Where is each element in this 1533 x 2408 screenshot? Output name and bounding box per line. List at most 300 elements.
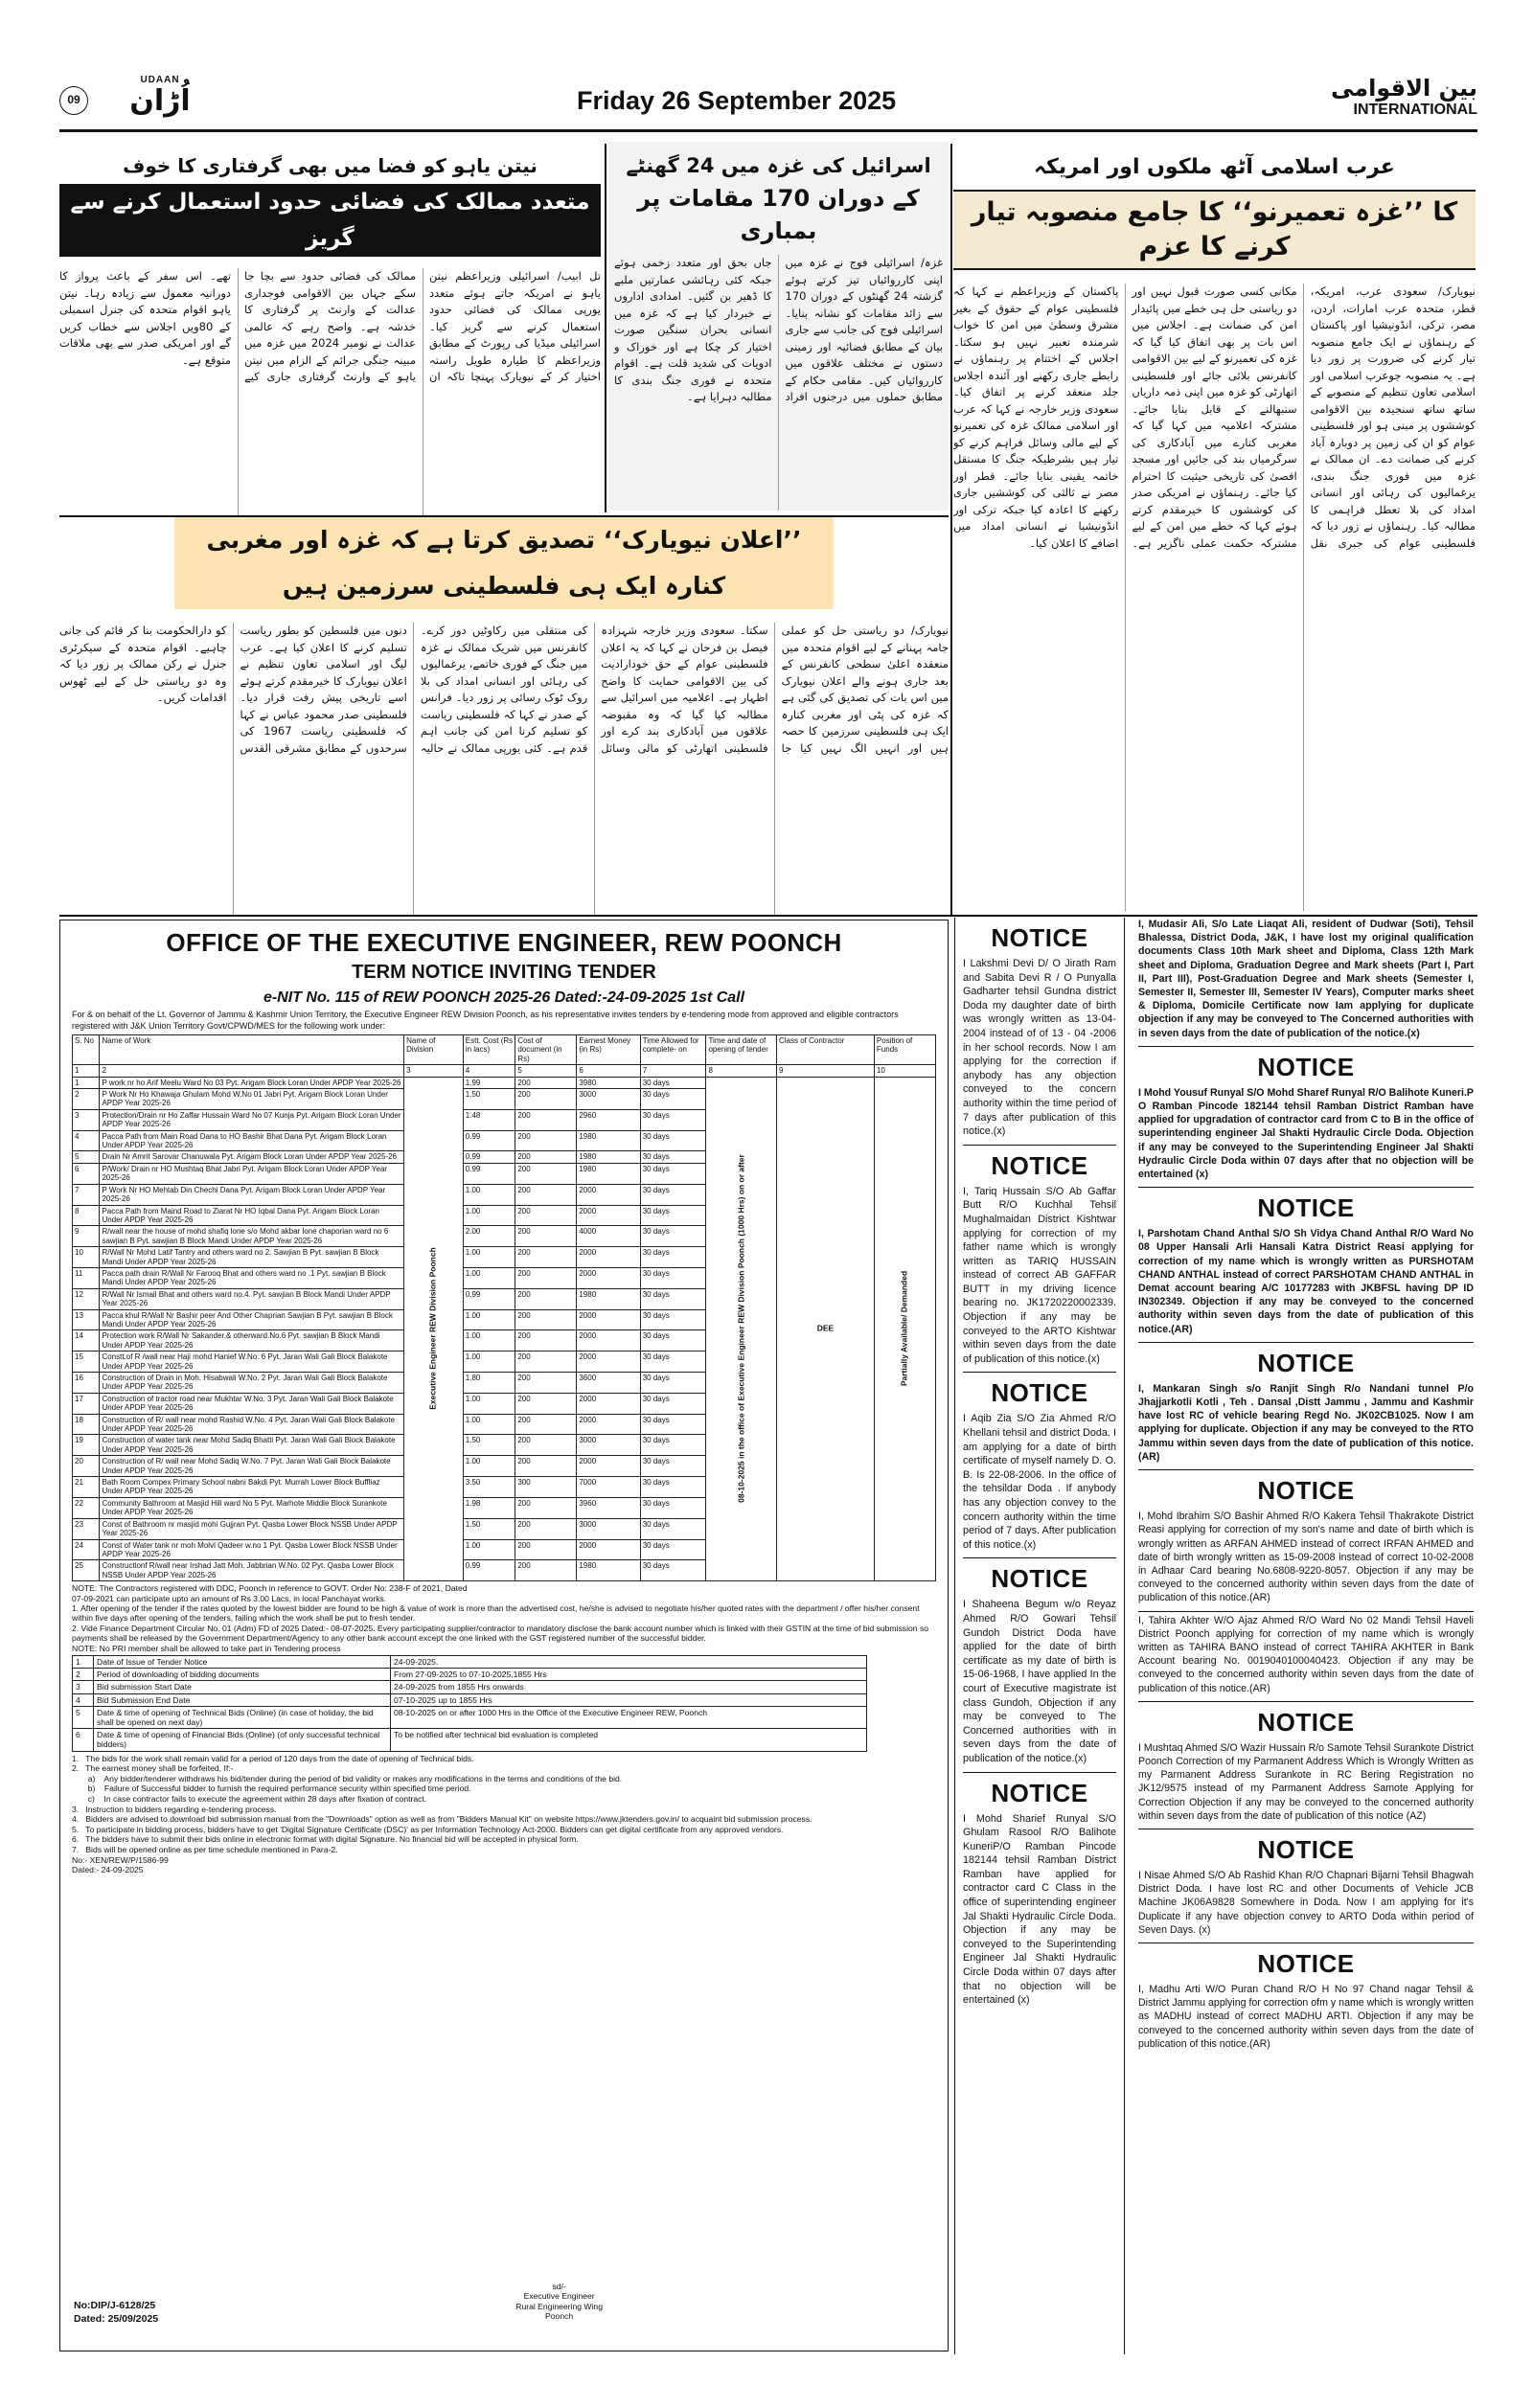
cell-time-allowed: 30 days [640, 1089, 706, 1110]
notice-text: I Mohd Sharief Runyal S/O Ghulam Rasool R/O Balihote KuneriP/O Ramban Pincode 182144 tehsil Ramban District Ramban have applied for contractor card C Class in the office of superintending engineer Jal Shakti Hydraulic Circle Doda. Objection if any may be conveyed to the Superintending Engineer Jal Shakti Hydraulic Circle Doda within 07 days after that no objection will be entertained (x) [963, 1812, 1116, 2007]
notice-heading: NOTICE [991, 1564, 1088, 1594]
cell-earnest-money: 3000 [577, 1435, 640, 1456]
cell-time-allowed: 30 days [640, 1373, 706, 1394]
cell-funds-text: Partially Available/ Demanded [899, 1271, 909, 1387]
notice-item [1138, 1193, 1474, 1343]
cell-work-name: Const of Bathroom nr masjid mohi Gujjran Pyt. Qasba Lower Block NSSB Under APDP Year 2025-26 [100, 1518, 404, 1539]
schedule-cell: 6 [73, 1729, 94, 1751]
notice-text: I Shaheena Begum w/o Reyaz Ahmed R/O Gowari Tehsil Gundoh District Doda have applied for the date of birth certificate as my date of birth is 15-06-1968, I have applied In the court of Executive magistrate ist class Gundoh, Objection if any may be conveyed to The Concerned authorities with in seven days from the date of publication of the notice.(x) [963, 1599, 1116, 1764]
cell-opening-text: 08-10-2025 in the office of Executive Engineer REW Division Poonch (1000 Hrs) on or after [736, 1154, 746, 1504]
cell-estimated-cost: 1.00 [463, 1539, 515, 1560]
cell-division [404, 1077, 464, 1581]
tender-intro: For & on behalf of the Lt. Governor of Jammu & Kashmir Union Territory, the Executive Engineer REW Division Poonch, as his representative invites tenders by e-tendering mode from approved and eligible contractors registered with J&K Union Territory Govt/CPWD/MES for the following work under: [72, 1010, 899, 1031]
cell-time-allowed: 30 days [640, 1477, 706, 1498]
cell-work-name: Construction of R/ wall near Mohd Sadiq W.No. 7 Pyt. Jaran Wali Gali Block Balakote Under APDP Year 2025-26 [100, 1456, 404, 1477]
cell-sno: 3 [73, 1109, 100, 1130]
cell-work-name: Const of Water tank nr moh Molvi Qadeer w.no 1 Pyt. Qasba Lower Block NSSB Under APDP Year 2025-26 [100, 1539, 404, 1560]
cell-earnest-money: 2000 [577, 1539, 640, 1560]
section-latin: INTERNATIONAL [1353, 102, 1477, 118]
notice-item [1138, 1476, 1474, 1611]
article-gaza-bombing [608, 142, 949, 511]
schedule-cell: Date of Issue of Tender Notice [94, 1655, 391, 1668]
cell-earnest-money: 2000 [577, 1309, 640, 1330]
table-row [73, 1077, 936, 1088]
notice-text: I Nisae Ahmed S/O Ab Rashid Khan R/O Chapnari Bijarni Tehsil Bhagwah District Doda. I have lost RC and other Documents of Vehicle JCB Machine JK06A9828 Somewhere in Doda. Now I am applying for it's Duplicate if any have objection convey to ARTO Doda within period of Seven Days. (x) [1138, 1869, 1474, 1936]
notice-text: I Lakshmi Devi D/ O Jirath Ram and Sabita Devi R / O Punyalla Gadharter tehsil Gundna district Doda my daughter date of birth was wrongly written as 13-04-2004 instead of of 13 - 04 -2006 in her school records. Now I am applying for the correction if anybody has any objection conveyed to the concern authority within the time period of 7 days after publication of this notice.(x) [963, 958, 1116, 1138]
cell-estimated-cost: 1.50 [463, 1518, 515, 1539]
schedule-cell: From 27-09-2025 to 07-10-2025,1855 Hrs [391, 1669, 867, 1681]
cell-document-cost: 200 [515, 1352, 577, 1373]
cell-sno: 2 [73, 1089, 100, 1110]
notices-column-wide [1134, 918, 1477, 2354]
cell-document-cost: 200 [515, 1414, 577, 1435]
cell-earnest-money: 7000 [577, 1477, 640, 1498]
cell-time-allowed: 30 days [640, 1288, 706, 1309]
works-table-body [73, 1077, 936, 1581]
cell-estimated-cost: 1.00 [463, 1393, 515, 1414]
cell-earnest-money: 3960 [577, 1497, 640, 1518]
cell-time-allowed: 30 days [640, 1330, 706, 1352]
cell-sno: 20 [73, 1456, 100, 1477]
table-column-number: 1 [73, 1065, 100, 1077]
cell-document-cost: 200 [515, 1109, 577, 1130]
signature-line: Poonch [545, 2311, 574, 2322]
cell-document-cost: 200 [515, 1089, 577, 1110]
article-headline: کا ’’غزہ تعمیرنو‘‘ کا جامع منصوبہ تیار کرنے کا عزم [953, 190, 1476, 270]
tender-office: OFFICE OF THE EXECUTIVE ENGINEER, REW POONCH [166, 928, 842, 957]
cell-document-cost: 200 [515, 1539, 577, 1560]
cell-earnest-money: 2000 [577, 1267, 640, 1288]
cell-document-cost: 200 [515, 1247, 577, 1268]
article-kicker: عرب اسلامی آٹھ ملکوں اور امریکہ [1034, 155, 1395, 179]
notice-item [1138, 1708, 1474, 1829]
cell-estimated-cost: 1.98 [463, 1497, 515, 1518]
cell-document-cost: 200 [515, 1267, 577, 1288]
cell-estimated-cost: 0.99 [463, 1560, 515, 1581]
cell-document-cost: 200 [515, 1130, 577, 1151]
table-column-number: 3 [404, 1065, 464, 1077]
tender-note-line: 07-09-2021 can participate upto an amount of Rs 3.00 Lacs, in local Panchayat works. [72, 1593, 387, 1603]
cell-document-cost: 300 [515, 1477, 577, 1498]
cell-time-allowed: 30 days [640, 1518, 706, 1539]
cell-estimated-cost: 2.00 [463, 1226, 515, 1247]
cell-time-allowed: 30 days [640, 1393, 706, 1414]
cell-earnest-money: 1980 [577, 1288, 640, 1309]
tender-title: TERM NOTICE INVITING TENDER [352, 962, 656, 983]
article-headline: ’’اعلان نیویارک‘‘ تصدیق کرتا ہے کہ غزہ اور مغربی کنارہ ایک ہی فلسطینی سرزمین ہیں [174, 517, 834, 609]
table-column-number: 6 [577, 1065, 640, 1077]
schedule-cell: Bid Submission End Date [94, 1693, 391, 1706]
cell-time-allowed: 30 days [640, 1226, 706, 1247]
cell-sno: 11 [73, 1267, 100, 1288]
cell-time-allowed: 30 days [640, 1151, 706, 1163]
cell-time-allowed: 30 days [640, 1109, 706, 1130]
notice-item [963, 1151, 1116, 1374]
cell-earnest-money: 2960 [577, 1109, 640, 1130]
cell-sno: 21 [73, 1477, 100, 1498]
notices-column-narrow [954, 918, 1125, 2354]
table-column-header: Class of Contractor [776, 1035, 874, 1065]
table-header-row [73, 1035, 936, 1065]
cell-time-allowed: 30 days [640, 1247, 706, 1268]
cell-earnest-money: 2000 [577, 1414, 640, 1435]
cell-sno: 19 [73, 1435, 100, 1456]
signature-line: Rural Engineering Wing [515, 2301, 603, 2311]
notice-text: I, Tariq Hussain S/O Ab Gaffar Butt R/O Kuchhal Tehsil Mughalmaidan District Kishtwar applying for correction of my father name which is wrongly written as TARIQ HUSSAIN instead of correct AB GAFFAR BUTT in my driving licence bearing no. JK1720220002339. Objection if any may be conveyed to the ARTO Kishtwar within seven days from the date of publication of this notice.(x) [963, 1185, 1116, 1365]
notice-item [963, 1779, 1116, 2013]
cell-estimated-cost: 1.00 [463, 1352, 515, 1373]
article-body: نیویارک/ دو ریاستی حل کو عملی جامہ پہنانے کے لیے اقوام متحدہ میں منعقدہ اعلیٰ سطحی کانفرنس کے بعد جاری ہونے والے اعلان نیویارک میں اس بات کی تصدیق کی گئی ہے کہ غزہ کی پٹی اور مغربی کنارہ ایک ہی فلسطینی سرزمین کا حصہ ہیں اور انہیں الگ نہیں کیا جا سکتا۔ سعودی وزیر خارجہ شہزادہ فیصل بن فرحان نے کہا کہ یہ اعلان فلسطینی عوام کے حق خودارادیت کی بین الاقوامی حمایت کا واضح اظہار ہے۔ اعلامیہ میں اسرائیل سے مطالبہ کیا گیا کہ وہ مقبوضہ علاقوں میں آبادکاری بند کرے اور فلسطینی اتھارٹی کو مالی وسائل کی منتقلی میں رکاوٹیں دور کرے۔ کانفرنس میں شریک ممالک نے غزہ میں جنگ کے فوری خاتمے، یرغمالیوں کی رہائی اور انسانی امداد کی بلا روک ٹوک رسائی پر زور دیا۔ فرانس کے صدر نے کہا کہ فلسطینی ریاست کو تسلیم کرنا امن کی جانب اہم قدم ہے۔ کئی یورپی ممالک نے حالیہ دنوں میں فلسطین کو بطور ریاست تسلیم کرنے کا اعلان کیا ہے۔ عرب لیگ اور اسلامی تعاون تنظیم نے اعلان نیویارک کا خیرمقدم کرتے ہوئے اسے تاریخی پیش رفت قرار دیا۔ فلسطینی صدر محمود عباس نے کہا کہ فلسطینی ریاست 1967 کی سرحدوں کے مطابق مشرقی القدس کو دارالحکومت بنا کر قائم کی جانی چاہیے۔ اقوام متحدہ کے سیکرٹری جنرل نے رکن ممالک پر زور دیا کہ وہ دو ریاستی حل کے لیے ٹھوس اقدامات کریں۔ [59, 624, 949, 755]
column-divider [950, 144, 952, 915]
notice-item [963, 923, 1116, 1146]
cell-earnest-money: 2000 [577, 1330, 640, 1352]
tender-note-line: 1. After opening of the tender if the rates quoted by the lowest bidder are found to be high & value of work is more than the advertised cost, he/she is advised to negotiate his/her quoted rates with the department / offer his/her consent within five days after opening of the tenders, failing which the work shall be put to fresh tender. [72, 1602, 920, 1624]
tender-notes [72, 1583, 936, 1653]
cell-sno: 5 [73, 1151, 100, 1163]
table-column-number: 5 [515, 1065, 577, 1077]
schedule-cell: 08-10-2025 on or after 1000 Hrs in the Office of the Executive Engineer REW, Poonch [391, 1706, 867, 1728]
notice-text: I, Mohd Ibrahim S/O Bashir Ahmed R/O Kakera Tehsil Thakrakote District Reasi applying for correction of my son's name and date of birth which is wrongly written as ARFAN AHMED instead of correct IRFAN AHMED and date of birth wrongly written as 15-09-2008 instead of correct 10-02-2008 in Adhaar Card bearing No.6808-9220-8057. Objection if any may be conveyed to the concerned authority within seven days from the date of publication of this notice.(AR) [1138, 1511, 1474, 1604]
schedule-cell: 3 [73, 1681, 94, 1693]
tender-note-line: NOTE: The Contractors registered with DDC, Poonch in reference to GOVT. Order No: 238-F of 2021, Dated [72, 1583, 468, 1594]
cell-estimated-cost: 1.00 [463, 1330, 515, 1352]
cell-work-name: Drain Nr Amrit Sarovar Chanuwala Pyt. Arigam Block Loran Under APDP Year 2025-26 [100, 1151, 404, 1163]
table-column-header: Name of Work [100, 1035, 404, 1065]
cell-document-cost: 200 [515, 1330, 577, 1352]
cell-estimated-cost: 1.48 [463, 1109, 515, 1130]
table-column-header: Position of Funds [874, 1035, 935, 1065]
cell-estimated-cost: 1.00 [463, 1184, 515, 1205]
table-column-header: Name of Division [404, 1035, 464, 1065]
notice-text: I Mushtaq Ahmed S/O Wazir Hussain R/o Samote Tehsil Surankote District Poonch Correction of my Parmanent Address Which is Wrongly Written as my Parmanent Address Surankote in RC Bering Registration no JK12/9575 instead of my Parmanent Address Samote Applying for Correction Objection if any may be conveyed to the concerned authority within seven days from the date of publication of this notice (AZ) [1138, 1741, 1474, 1822]
cell-sno: 4 [73, 1130, 100, 1151]
cell-class-text: DEE [816, 1323, 835, 1333]
cell-estimated-cost: 1.00 [463, 1247, 515, 1268]
cell-document-cost: 200 [515, 1373, 577, 1394]
notice-item [1138, 1835, 1474, 1943]
cell-earnest-money: 1980 [577, 1151, 640, 1163]
cell-estimated-cost: 1.00 [463, 1205, 515, 1226]
cell-estimated-cost: 1.50 [463, 1089, 515, 1110]
cell-earnest-money: 1980 [577, 1163, 640, 1184]
cell-estimated-cost: 1.50 [463, 1435, 515, 1456]
tender-term-line: Dated:- 24-09-2025 [72, 1865, 144, 1875]
newspaper-logo [117, 75, 203, 118]
cell-time-allowed: 30 days [640, 1163, 706, 1184]
schedule-cell: 07-10-2025 up to 1855 Hrs [391, 1693, 867, 1706]
cell-estimated-cost: 0.99 [463, 1288, 515, 1309]
schedule-cell: 24-09-2025 from 1855 Hrs onwards [391, 1681, 867, 1693]
table-number-row [73, 1065, 936, 1077]
cell-time-allowed: 30 days [640, 1205, 706, 1226]
schedule-cell: Date & time of opening of Financial Bids (Online) (of only successful technical bidders) [94, 1729, 391, 1751]
notice-heading: NOTICE [991, 923, 1088, 952]
cell-division-text: Executive Engineer REW Division Poonch [427, 1247, 438, 1411]
schedule-row [73, 1681, 867, 1693]
notice-text: I, Mudasir Ali, S/o Late Liaqat Ali, resident of Dudwar (Soti), Tehsil Bhalessa, District Doda, J&K, I have lost my original qualification documents Class 10th Mark sheet and Diploma, Class 12th Mark sheet and Diploma, Graduation Degree and Mark sheets (Part I, Part II, Part III), Post-Graduation Degree and Mark sheets (Semester I, Semester II, Semester III, Semester IV Years), Computer marks sheet & Diploma, Domicile Certificate now Iam applying for duplicate objection if any may be conveyed to The Concerned authorities with in seven days from the date of publication of the notice.(x) [1138, 919, 1474, 1039]
tender-notice [59, 920, 949, 2351]
cell-funds [874, 1077, 935, 1581]
signature-line: sd/- [552, 2281, 566, 2291]
cell-earnest-money: 1980 [577, 1560, 640, 1581]
cell-sno: 22 [73, 1497, 100, 1518]
article-body: تل ابیب/ اسرائیلی وزیراعظم نیتن یاہو نے امریکہ جاتے ہوئے متعدد یورپی ممالک کی فضائی حدود استعمال کرنے سے گریز کیا۔ اسرائیلی میڈیا کی رپورٹ کے مطابق وزیراعظم کا طیارہ طویل راستہ اختیار کر کے نیویارک پہنچا تاکہ ان ممالک کی فضائی حدود سے بچا جا سکے جہاں بین الاقوامی فوجداری عدالت کے وارنٹ پر گرفتاری کا خدشہ ہے۔ واضح رہے کہ عالمی عدالت نے نومبر 2024 میں غزہ میں مبینہ جنگی جرائم کے الزام میں نیتن یاہو کے وارنٹ گرفتاری جاری کیے تھے۔ اس سفر کے باعث پرواز کا دورانیہ معمول سے زیادہ رہا۔ نیتن یاہو اقوام متحدہ کی جنرل اسمبلی کے 80ویں اجلاس سے خطاب کریں گے اور امریکی صدر سے بھی ملاقات متوقع ہے۔ [59, 269, 601, 383]
works-table [72, 1034, 936, 1581]
cell-work-name: R/Wall Nr Mohd Latif Tantry and others ward no 2. Sawjian B Pyt. sawjian B Block Mandi Under APDP Year 2025-26 [100, 1247, 404, 1268]
cell-earnest-money: 4000 [577, 1226, 640, 1247]
schedule-row [73, 1729, 867, 1751]
cell-document-cost: 200 [515, 1497, 577, 1518]
cell-time-allowed: 30 days [640, 1184, 706, 1205]
tender-signature [515, 2282, 603, 2322]
issue-date: Friday 26 September 2025 [577, 86, 897, 115]
cell-work-name: P Work Nr Ho Khawaja Ghulam Mohd W.No 01 Jabri Pyt. Arigam Block Loran Under APDP Year 2025-26 [100, 1089, 404, 1110]
cell-document-cost: 200 [515, 1309, 577, 1330]
notice-heading: NOTICE [1257, 1834, 1355, 1864]
notice-text: I Mohd Yousuf Runyal S/O Mohd Sharef Runyal R/O Balihote Kuneri.P O Ramban Pincode 182144 tehsil Ramban District Ramban have applied for upgradation of contractor card from C to B in the office of superintending engineer Jal Shakti Hydraulic Circle Doda. Objection if any may be conveyed to the Superintending Engineer Jal Shakti Hydraulic Circle Doda within 07 days after that no objection will be entertained (x) [1138, 1086, 1474, 1181]
row-divider [59, 915, 1477, 917]
schedule-row [73, 1693, 867, 1706]
tender-dip-reference [74, 2299, 158, 2326]
cell-earnest-money: 3980 [577, 1077, 640, 1088]
cell-sno: 18 [73, 1414, 100, 1435]
cell-estimated-cost: 0.99 [463, 1130, 515, 1151]
tender-term-line: 4. Bidders are advised to download bid submission manual from the "Downloads" option as well as from "Bidders Manual Kit" on website https://www.jktenders.gov.in/ to acquaint bid submission process. [72, 1814, 812, 1825]
cell-document-cost: 200 [515, 1077, 577, 1088]
cell-time-allowed: 30 days [640, 1435, 706, 1456]
tender-term-line: 6. The bidders have to submit their bids online in electronic format with digital Signature. No financial bid will be accepted in physical form. [72, 1834, 579, 1845]
table-column-number: 7 [640, 1065, 706, 1077]
notice-heading: NOTICE [991, 1378, 1088, 1408]
table-column-number: 2 [100, 1065, 404, 1077]
cell-time-allowed: 30 days [640, 1497, 706, 1518]
cell-opening [706, 1077, 777, 1581]
schedule-cell: 24-09-2025. [391, 1655, 867, 1668]
cell-work-name: P/Work/ Drain nr HO Mushtaq Bhat Jabri Pyt. Arigam Block Loran Under APDP Year 2025-26 [100, 1163, 404, 1184]
cell-earnest-money: 1980 [577, 1130, 640, 1151]
cell-work-name: Bath Room Compex Primary School nabni Bakdi Pyt. Murrah Lower Block Buffliaz Under APDP Year 2025-26 [100, 1477, 404, 1498]
cell-work-name: R/Wall Nr Ismail Bhat and others ward no.4. Pyt. sawjian B Block Mandi Under APDP Year 2025-26 [100, 1288, 404, 1309]
table-column-number: 10 [874, 1065, 935, 1077]
tender-term-line: No:- XEN/REW/P/1586-99 [72, 1854, 169, 1865]
cell-work-name: Construction of water tank near Mohd Sadiq Bhatti Pyt. Jaran Wali Gali Block Balakote Under APDP Year 2025-26 [100, 1435, 404, 1456]
cell-work-name: Community Bathroom at Masjid Hill ward No 5 Pyt. Marhote Middle Block Surankote Under APDP Year 2025-26 [100, 1497, 404, 1518]
cell-sno: 23 [73, 1518, 100, 1539]
cell-sno: 24 [73, 1539, 100, 1560]
article-gaza-reconstruction [953, 144, 1476, 915]
notice-item [1138, 1053, 1474, 1188]
brand-urdu: اُڑان [129, 84, 191, 118]
cell-work-name: Construction of Drain in Moh. Hisabwali W.No. 2 Pyt. Jaran Wali Gali Block Balakote Under APDP Year 2025-26 [100, 1373, 404, 1394]
cell-time-allowed: 30 days [640, 1267, 706, 1288]
cell-earnest-money: 3000 [577, 1518, 640, 1539]
cell-sno: 10 [73, 1247, 100, 1268]
cell-work-name: Constt.of R /wall near Haji mohd Hanief W.No. 6 Pyt. Jaran Wali Gali Block Balakote Under APDP Year 2025-26 [100, 1352, 404, 1373]
tender-term-line: 3. Instruction to bidders regarding e-tendering process. [72, 1804, 277, 1814]
notice-heading: NOTICE [1257, 1707, 1355, 1737]
tender-term-line: 5. To participate in bidding process, bidders have to get 'Digital Signature Certificate (DSC)' as per Information Technology Act-2000. Bidders can get digital certificate from any approved vendors. [72, 1824, 784, 1834]
article-headline: کے دوران 170 مقامات پر بمباری [637, 185, 920, 244]
cell-time-allowed: 30 days [640, 1077, 706, 1088]
cell-work-name: P work nr ho Arif Meelu Ward No 03 Pyt. Arigam Block Loran Under APDP Year 2025-26 [100, 1077, 404, 1088]
page-number: 09 [59, 86, 88, 115]
notice-heading: NOTICE [1257, 1348, 1355, 1377]
schedule-row [73, 1669, 867, 1681]
notice-item [1138, 1949, 1474, 2056]
notice-heading: NOTICE [991, 1778, 1088, 1807]
schedule-row [73, 1655, 867, 1668]
tender-nit: e-NIT No. 115 of REW POONCH 2025-26 Dated:-24-09-2025 1st Call [263, 989, 745, 1006]
notice-text: I, Tahira Akhter W/O Ajaz Ahmed R/O Ward No 02 Mandi Tehsil Haveli District Poonch applying for correction of my name which is wrongly written as TAHIRA BANO instead of correct TAHIRA AKHTER in Bank Account bearing No. 0019040100040423. Objection if any may be conveyed to the concerned authority within seven days from the date of publication of this notice.(AR) [1138, 1614, 1474, 1694]
cell-sno: 13 [73, 1309, 100, 1330]
table-column-header: Estt. Cost (Rs in lacs) [463, 1035, 515, 1065]
cell-work-name: R/wall near the house of mohd shafiq lone s/o Mohd akbar lone chaporian ward no 6 sawjian B Pyt. sawjian B Block Mandi Under APDP Year 2025-26 [100, 1226, 404, 1247]
cell-time-allowed: 30 days [640, 1456, 706, 1477]
article-netanyahu-airspace [59, 151, 601, 515]
cell-time-allowed: 30 days [640, 1539, 706, 1560]
tender-term-line: 1. The bids for the work shall remain valid for a period of 120 days from the date of opening of Technical bids. [72, 1753, 474, 1763]
cell-document-cost: 200 [515, 1393, 577, 1414]
cell-document-cost: 200 [515, 1151, 577, 1163]
cell-sno: 9 [73, 1226, 100, 1247]
cell-earnest-money: 2000 [577, 1352, 640, 1373]
cell-sno: 14 [73, 1330, 100, 1352]
cell-work-name: Protection work R/Wall Nr Sakander.& otherward.No.6 Pyt. sawjian B Block Mandi Under APDP Year 2025-26 [100, 1330, 404, 1352]
cell-document-cost: 200 [515, 1163, 577, 1184]
schedule-cell: 2 [73, 1669, 94, 1681]
table-column-header: Time Allowed for complete- on [640, 1035, 706, 1065]
section-tag [1331, 75, 1477, 119]
cell-time-allowed: 30 days [640, 1130, 706, 1151]
article-new-york-declaration [59, 517, 949, 915]
cell-sno: 25 [73, 1560, 100, 1581]
section-urdu: بین الاقوامی [1331, 75, 1477, 102]
cell-document-cost: 200 [515, 1184, 577, 1205]
masthead [59, 75, 1477, 132]
cell-time-allowed: 30 days [640, 1309, 706, 1330]
table-column-number: 9 [776, 1065, 874, 1077]
cell-document-cost: 200 [515, 1288, 577, 1309]
notice-text: I, Madhu Arti W/O Puran Chand R/O H No 97 Chand nagar Tehsil & District Jammu applying for correction ofm y name which is wrongly written as MADHU instead of correct MADHU ARTI. Objection if any may be conveyed to the concerned authority within seven days from the date of publication of this notice.(AR) [1138, 1983, 1474, 2050]
cell-earnest-money: 2000 [577, 1247, 640, 1268]
cell-work-name: P Work Nr HO Mehtab Din Chechi Dana Pyt. Arigam Block Loran Under APDP Year 2025-26 [100, 1184, 404, 1205]
notice-text: I Aqib Zia S/O Zia Ahmed R/O Khellani tehsil and district Doda. I am applying for a date of birth certificate of myself namely D. O. B. Is 22-08-2006. In the office of the tehsildar Doda . If anybody has any objection convey to the concern authority within the time period of 7 days. After publication of this notice.(x) [963, 1413, 1116, 1551]
cell-earnest-money: 2000 [577, 1184, 640, 1205]
schedule-cell: Date & time of opening of Technical Bids (Online) (in case of holiday, the bid shall be opened on next day) [94, 1706, 391, 1728]
cell-sno: 15 [73, 1352, 100, 1373]
cell-estimated-cost: 3.50 [463, 1477, 515, 1498]
cell-time-allowed: 30 days [640, 1352, 706, 1373]
article-body: غزہ/ اسرائیلی فوج نے غزہ میں اپنی کارروائیاں تیز کرتے ہوئے گزشتہ 24 گھنٹوں کے دوران 170 سے زائد مقامات کو نشانہ بنایا۔ اسرائیلی فوج کی جانب سے جاری بیان کے مطابق فضائیہ اور زمینی دستوں نے مختلف علاقوں میں کارروائیاں کیں۔ مقامی حکام کے مطابق حملوں میں درجنوں افراد جاں بحق اور متعدد زخمی ہوئے جبکہ کئی رہائشی عمارتیں ملبے کا ڈھیر بن گئیں۔ امدادی اداروں نے خبردار کیا ہے کہ غزہ میں انسانی بحران سنگین صورت اختیار کر چکا ہے اور خوراک و ادویات کی شدید قلت ہے۔ اقوام متحدہ نے فوری جنگ بندی کا مطالبہ دہرایا ہے۔ [614, 256, 943, 403]
cell-document-cost: 200 [515, 1456, 577, 1477]
cell-work-name: Construction of tractor road near Mukhtar W.No. 3 Pyt. Jaran Wali Gali Block Balakote Under APDP Year 2025-26 [100, 1393, 404, 1414]
cell-work-name: Pacca path drain R/Wall Nr Farooq Bhat and others ward no .1 Pyt. sawjian B Block Mandi Under APDP Year 2025-26 [100, 1267, 404, 1288]
cell-sno: 6 [73, 1163, 100, 1184]
cell-document-cost: 200 [515, 1205, 577, 1226]
cell-estimated-cost: 1.00 [463, 1267, 515, 1288]
schedule-table [72, 1655, 867, 1752]
notice-item [1138, 1614, 1474, 1702]
tender-term-line: b) Failure of Successful bidder to furnish the required performance security within specified time period. [72, 1783, 471, 1794]
column-divider [605, 144, 606, 512]
cell-work-name: Pacca khul R/Wall Nr Bashir peer And Other Chaprian Sawjian B Pyt. sawjian B Block Mandi Under APDP Year 2025-26 [100, 1309, 404, 1330]
notice-heading: NOTICE [1257, 1948, 1355, 1978]
cell-estimated-cost: 1.80 [463, 1373, 515, 1394]
notice-heading: NOTICE [1257, 1052, 1355, 1081]
table-column-header: Time and date of opening of tender [706, 1035, 777, 1065]
signature-line: Executive Engineer [523, 2291, 595, 2302]
cell-time-allowed: 30 days [640, 1560, 706, 1581]
dip-number: No:DIP/J-6128/25 [74, 2300, 156, 2311]
cell-earnest-money: 2000 [577, 1393, 640, 1414]
cell-sno: 7 [73, 1184, 100, 1205]
cell-earnest-money: 2000 [577, 1205, 640, 1226]
tender-term-line: c) In case contractor fails to execute the agreement within 28 days after fixation of contract. [72, 1793, 427, 1804]
table-column-number: 8 [706, 1065, 777, 1077]
article-headline: متعدد ممالک کی فضائی حدود استعمال کرنے سے گریز [59, 184, 601, 257]
tender-note-line: 2. Vide Finance Department Circular No. 01 (Adm) FD of 2025 Dated:- 08-07-2025. Every participating supplier/contractor to mandatory disclose the bank account number which is linked with their GSTIN at the time of bid submission so payments shall be released by the Government Department/Agency to any other bank account except the one linked with the GST registered number of the successful bidder. [72, 1623, 929, 1644]
schedule-cell: Period of downloading of bidding documents [94, 1669, 391, 1681]
tender-terms [72, 1754, 936, 1875]
brand-latin: UDAAN [140, 75, 180, 85]
tender-term-line: a) Any bidder/tenderer withdraws his bid/tender during the period of bid validity or makes any modifications in the terms and conditions of the bid. [72, 1773, 623, 1783]
tender-term-line: 7. Bids will be opened online as per time schedule mentioned in Para-2. [72, 1844, 338, 1854]
schedule-cell: 4 [73, 1693, 94, 1706]
cell-class [776, 1077, 874, 1581]
cell-work-name: Pacca Path from Maind Road to Ziarat Nr HO Iqbal Dana Pyt. Arigam Block Loran Under APDP Year 2025-26 [100, 1205, 404, 1226]
article-body: نیویارک/ سعودی عرب، امریکہ، قطر، متحدہ عرب امارات، اردن، مصر، ترکی، انڈونیشیا اور پاکستان کے رہنماؤں نے ایک جامع منصوبہ تیار کرنے کی ضرورت پر زور دیا ہے۔ یہ منصوبہ جوعرب اسلامی اور اسلامی تعاون تنظیم کے منصوبے کے ساتھ ساتھ سنجیدہ بین الاقوامی کوششوں پر مبنی ہو اور فلسطینی عوام کو ان کی زمین پر دوبارہ آباد کرنے کی ضمانت دے۔ ان ممالک نے غزہ میں فوری جنگ بندی، یرغمالیوں کی رہائی اور انسانی امداد کی بلا تعطل فراہمی کا مطالبہ کیا۔ رہنماؤں نے زور دیا کہ فلسطینی عوام کی جبری نقل مکانی کسی صورت قبول نہیں اور دو ریاستی حل ہی خطے میں پائیدار امن کی ضمانت ہے۔ اجلاس میں اس بات پر بھی اتفاق کیا گیا کہ غزہ کی تعمیرنو کے لیے بین الاقوامی کانفرنس بلائی جائے اور فلسطینی اتھارٹی کو غزہ میں اپنی ذمہ داریاں سنبھالنے کے قابل بنایا جائے۔ مشترکہ اعلامیہ میں کہا گیا کہ مغربی کنارے میں آبادکاری کی سرگرمیاں بند کی جائیں اور مسجد اقصیٰ کی تاریخی حیثیت کا احترام کیا جائے۔ رہنماؤں نے امریکی صدر کی کوششوں کا خیرمقدم کرتے ہوئے کہا کہ خطے میں امن کے لیے مشترکہ حکمت عملی ناگزیر ہے۔ پاکستان کے وزیراعظم نے کہا کہ فلسطینی عوام کے حقوق کے بغیر مشرق وسطیٰ میں امن کا خواب شرمندہ تعبیر نہیں ہو سکتا۔ اجلاس کے اختتام پر رہنماؤں نے رابطے جاری رکھنے اور آئندہ اجلاس جلد منعقد کرنے پر اتفاق کیا۔ سعودی وزیر خارجہ نے کہا کہ عرب اور اسلامی ممالک غزہ کی تعمیرنو کے لیے مالی وسائل فراہم کرنے کو تیار ہیں بشرطیکہ جنگ کا مستقل خاتمہ یقینی بنایا جائے۔ قطر اور مصر نے ثالثی کی کوششیں جاری رکھنے کا اعادہ کیا جبکہ ترکی اور انڈونیشیا نے انسانی امداد میں اضافے کا اعلان کیا۔ [953, 284, 1476, 550]
notice-text: I, Mankaran Singh s/o Ranjit Singh R/o Nandani tunnel P/o Jhajjarkotli Kotli , Teh . Dansal ,Distt Jammu , Jammu and Kashmir have lost RC of vehicle bearing Regd No. JK02CB1025. Now I am applying for duplicate. Objection if any may be conveyed to the RTO Jammu within seven days from the date of publication of this notice.(AR) [1138, 1382, 1474, 1463]
notice-heading: NOTICE [1257, 1476, 1355, 1506]
table-column-header: Earnest Money (in Rs) [577, 1035, 640, 1065]
cell-work-name: Protection/Drain nr Ho Zaffar Hussain Ward No 07 Kunja Pyt. Arigam Block Loran Under APDP Year 2025-26 [100, 1109, 404, 1130]
table-column-number: 4 [463, 1065, 515, 1077]
table-column-header: S. No [73, 1035, 100, 1065]
schedule-row [73, 1706, 867, 1728]
cell-work-name: Construction of R/ wall near mohd Rashid W.No. 4 Pyt. Jaran Wali Gali Block Balakote Under APDP Year 2025-26 [100, 1414, 404, 1435]
cell-work-name: Constructionf R/wall near Irshad Jatt Moh. Jabbrian W.No. 02 Pyt. Qasba Lower Block NSSB Under APDP Year 2025-26 [100, 1560, 404, 1581]
notice-item [963, 1564, 1116, 1772]
cell-estimated-cost: 0.99 [463, 1163, 515, 1184]
cell-estimated-cost: 1.99 [463, 1077, 515, 1088]
notice-heading: NOTICE [1257, 1193, 1355, 1223]
cell-document-cost: 200 [515, 1226, 577, 1247]
notice-text: I, Parshotam Chand Anthal S/O Sh Vidya Chand Anthal R/O Ward No 08 Upper Hansali Arli Hansali Katra District Reasi applying for correction of my name which is wrongly written as PURSHOTAM CHAND ANTHAL instead of correct PARSHOTAM CHAND ANTHAL in Demat account bearing A/C 10177283 with JKBFSL having DP ID IN302349. Objection if any may be conveyed to the concerned authority within seven days from the date of publication of this notice.(AR) [1138, 1228, 1474, 1335]
schedule-cell: 5 [73, 1706, 94, 1728]
dip-date: Dated: 25/09/2025 [74, 2313, 159, 2325]
cell-estimated-cost: 1.00 [463, 1309, 515, 1330]
cell-sno: 12 [73, 1288, 100, 1309]
cell-document-cost: 200 [515, 1435, 577, 1456]
notice-item [963, 1378, 1116, 1558]
schedule-cell: Bid submission Start Date [94, 1681, 391, 1693]
cell-document-cost: 200 [515, 1518, 577, 1539]
cell-earnest-money: 3600 [577, 1373, 640, 1394]
article-kicker: نیتن یاہو کو فضا میں بھی گرفتاری کا خوف [123, 154, 538, 177]
article-kicker: اسرائیل کی غزہ میں 24 گھنٹے [626, 154, 931, 177]
cell-estimated-cost: 0.99 [463, 1151, 515, 1163]
cell-earnest-money: 3000 [577, 1089, 640, 1110]
cell-sno: 1 [73, 1077, 100, 1088]
schedule-cell: To be notified after technical bid evaluation is completed [391, 1729, 867, 1751]
notice-item [1138, 1349, 1474, 1470]
cell-work-name: Pacca Path from Main Road Dana to HO Bashir Bhat Dana Pyt. Arigam Block Loran Under APDP Year 2025-26 [100, 1130, 404, 1151]
notice-item [1138, 918, 1474, 1047]
cell-earnest-money: 2000 [577, 1456, 640, 1477]
cell-document-cost: 200 [515, 1560, 577, 1581]
cell-time-allowed: 30 days [640, 1414, 706, 1435]
cell-sno: 17 [73, 1393, 100, 1414]
